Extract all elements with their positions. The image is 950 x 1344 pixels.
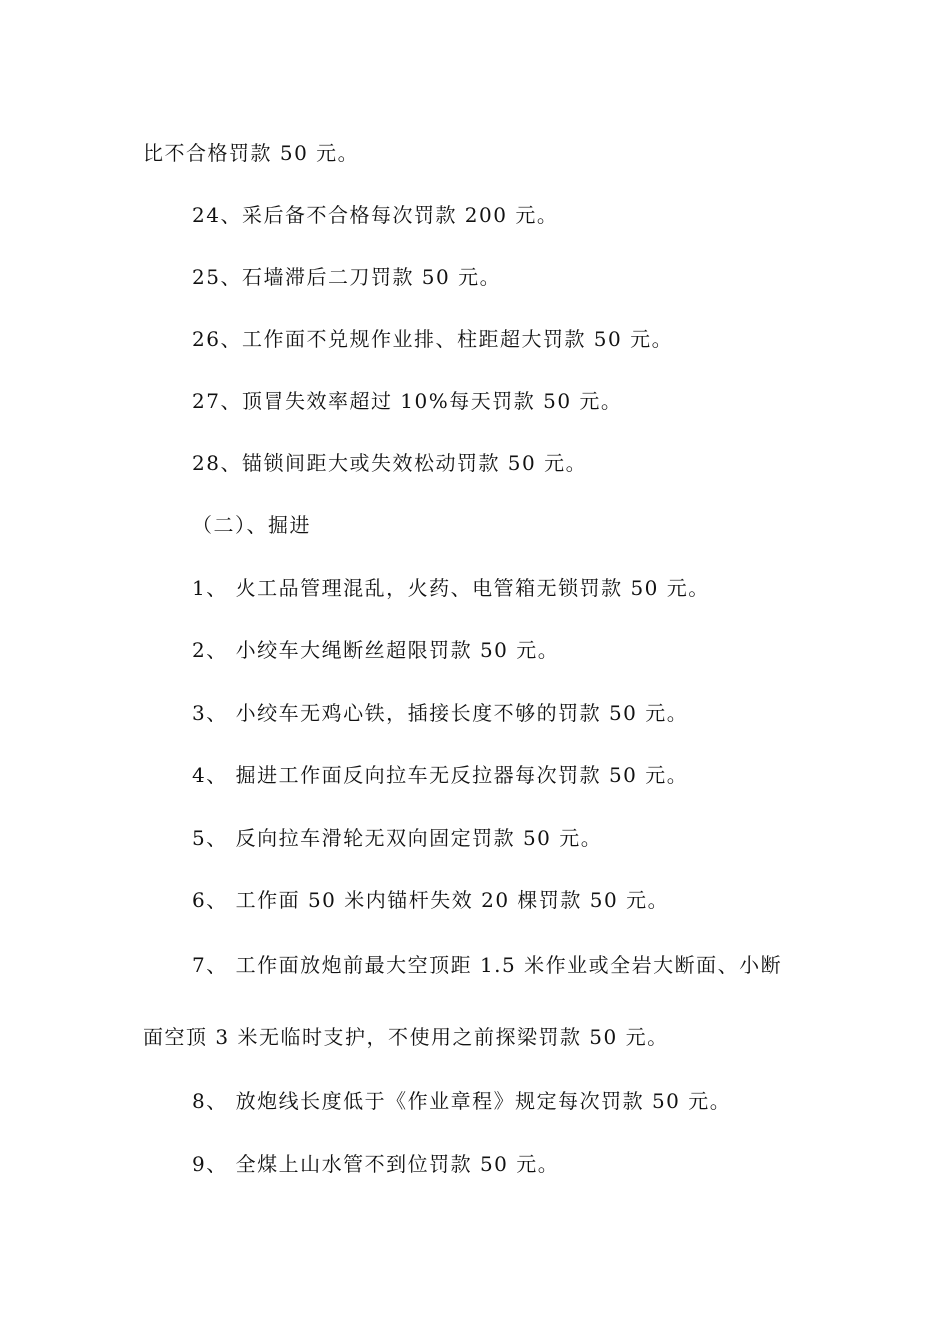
tunneling-item-9: 9、 全煤上山水管不到位罚款 50 元。 (192, 1152, 560, 1176)
item-27: 27、顶冒失效率超过 10%每天罚款 50 元。 (192, 389, 623, 413)
tunneling-item-2: 2、 小绞车大绳断丝超限罚款 50 元。 (192, 638, 560, 662)
tunneling-item-7-continuation: 面空顶 3 米无临时支护，不使用之前探梁罚款 50 元。 (143, 1025, 669, 1049)
tunneling-item-3: 3、 小绞车无鸡心铁，插接长度不够的罚款 50 元。 (192, 701, 689, 725)
item-28: 28、锚锁间距大或失效松动罚款 50 元。 (192, 451, 588, 475)
item-24: 24、采后备不合格每次罚款 200 元。 (192, 203, 559, 227)
section-heading-tunneling: （二）、掘进 (192, 513, 311, 537)
tunneling-item-6: 6、 工作面 50 米内锚杆失效 20 棵罚款 50 元。 (192, 888, 670, 912)
tunneling-item-8: 8、 放炮线长度低于《作业章程》规定每次罚款 50 元。 (192, 1089, 732, 1113)
tunneling-item-7: 7、 工作面放炮前最大空顶距 1.5 米作业或全岩大断面、小断 (192, 953, 783, 977)
item-26: 26、工作面不兑规作业排、柱距超大罚款 50 元。 (192, 327, 674, 351)
tunneling-item-1: 1、 火工品管理混乱，火药、电管箱无锁罚款 50 元。 (192, 576, 710, 600)
text-line-continuation: 比不合格罚款 50 元。 (143, 141, 360, 165)
tunneling-item-4: 4、 掘进工作面反向拉车无反拉器每次罚款 50 元。 (192, 763, 689, 787)
item-25: 25、石墙滞后二刀罚款 50 元。 (192, 265, 502, 289)
tunneling-item-5: 5、 反向拉车滑轮无双向固定罚款 50 元。 (192, 826, 603, 850)
